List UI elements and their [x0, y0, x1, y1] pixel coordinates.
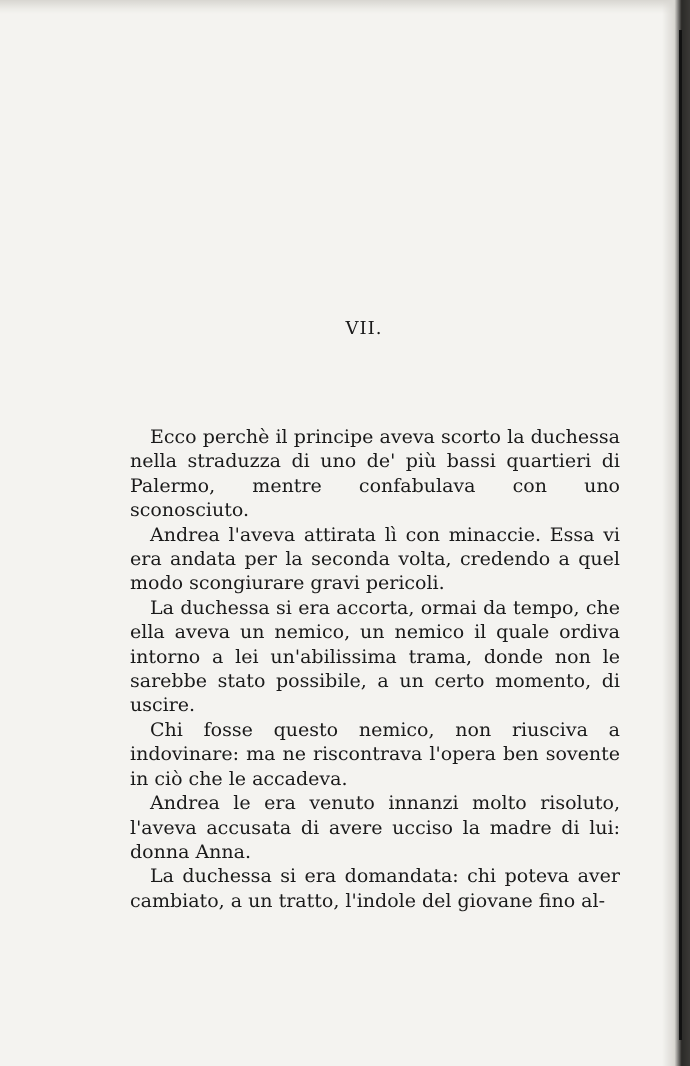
paragraph: Ecco perchè il principe aveva scorto la duchessa nella straduzza di uno de' più bassi quartieri di Palermo, mentre confabulava con uno sconosciuto. [130, 426, 620, 522]
paragraph: Andrea l'aveva attirata lì con minaccie. Essa vi era andata per la seconda volta, credendo a quel modo scongiurare gravi pericoli. [130, 523, 620, 595]
paragraph: Chi fosse questo nemico, non riusciva a indovinare: ma ne riscontrava l'opera ben sovente in ciò che le accadeva. [130, 718, 620, 790]
book-spine-edge [679, 30, 682, 1040]
chapter-heading: VII. [345, 318, 383, 339]
paragraph: La duchessa si era domandata: chi poteva aver cambiato, a un tratto, l'indole del giovane fino al- [130, 865, 620, 912]
paragraph: La duchessa si era accorta, ormai da tempo, che ella aveva un nemico, un nemico il quale ordiva intorno a lei un'abilissima trama, donde non le sarebbe stato possibile, a un certo momento, di uscire. [130, 596, 620, 717]
page-top-edge [0, 0, 690, 14]
paragraph: Andrea le era venuto innanzi molto risoluto, l'aveva accusata di avere ucciso la madre di lui: donna Anna. [130, 792, 620, 863]
chapter-body [130, 425, 620, 913]
book-spine-shadow [662, 0, 690, 1066]
